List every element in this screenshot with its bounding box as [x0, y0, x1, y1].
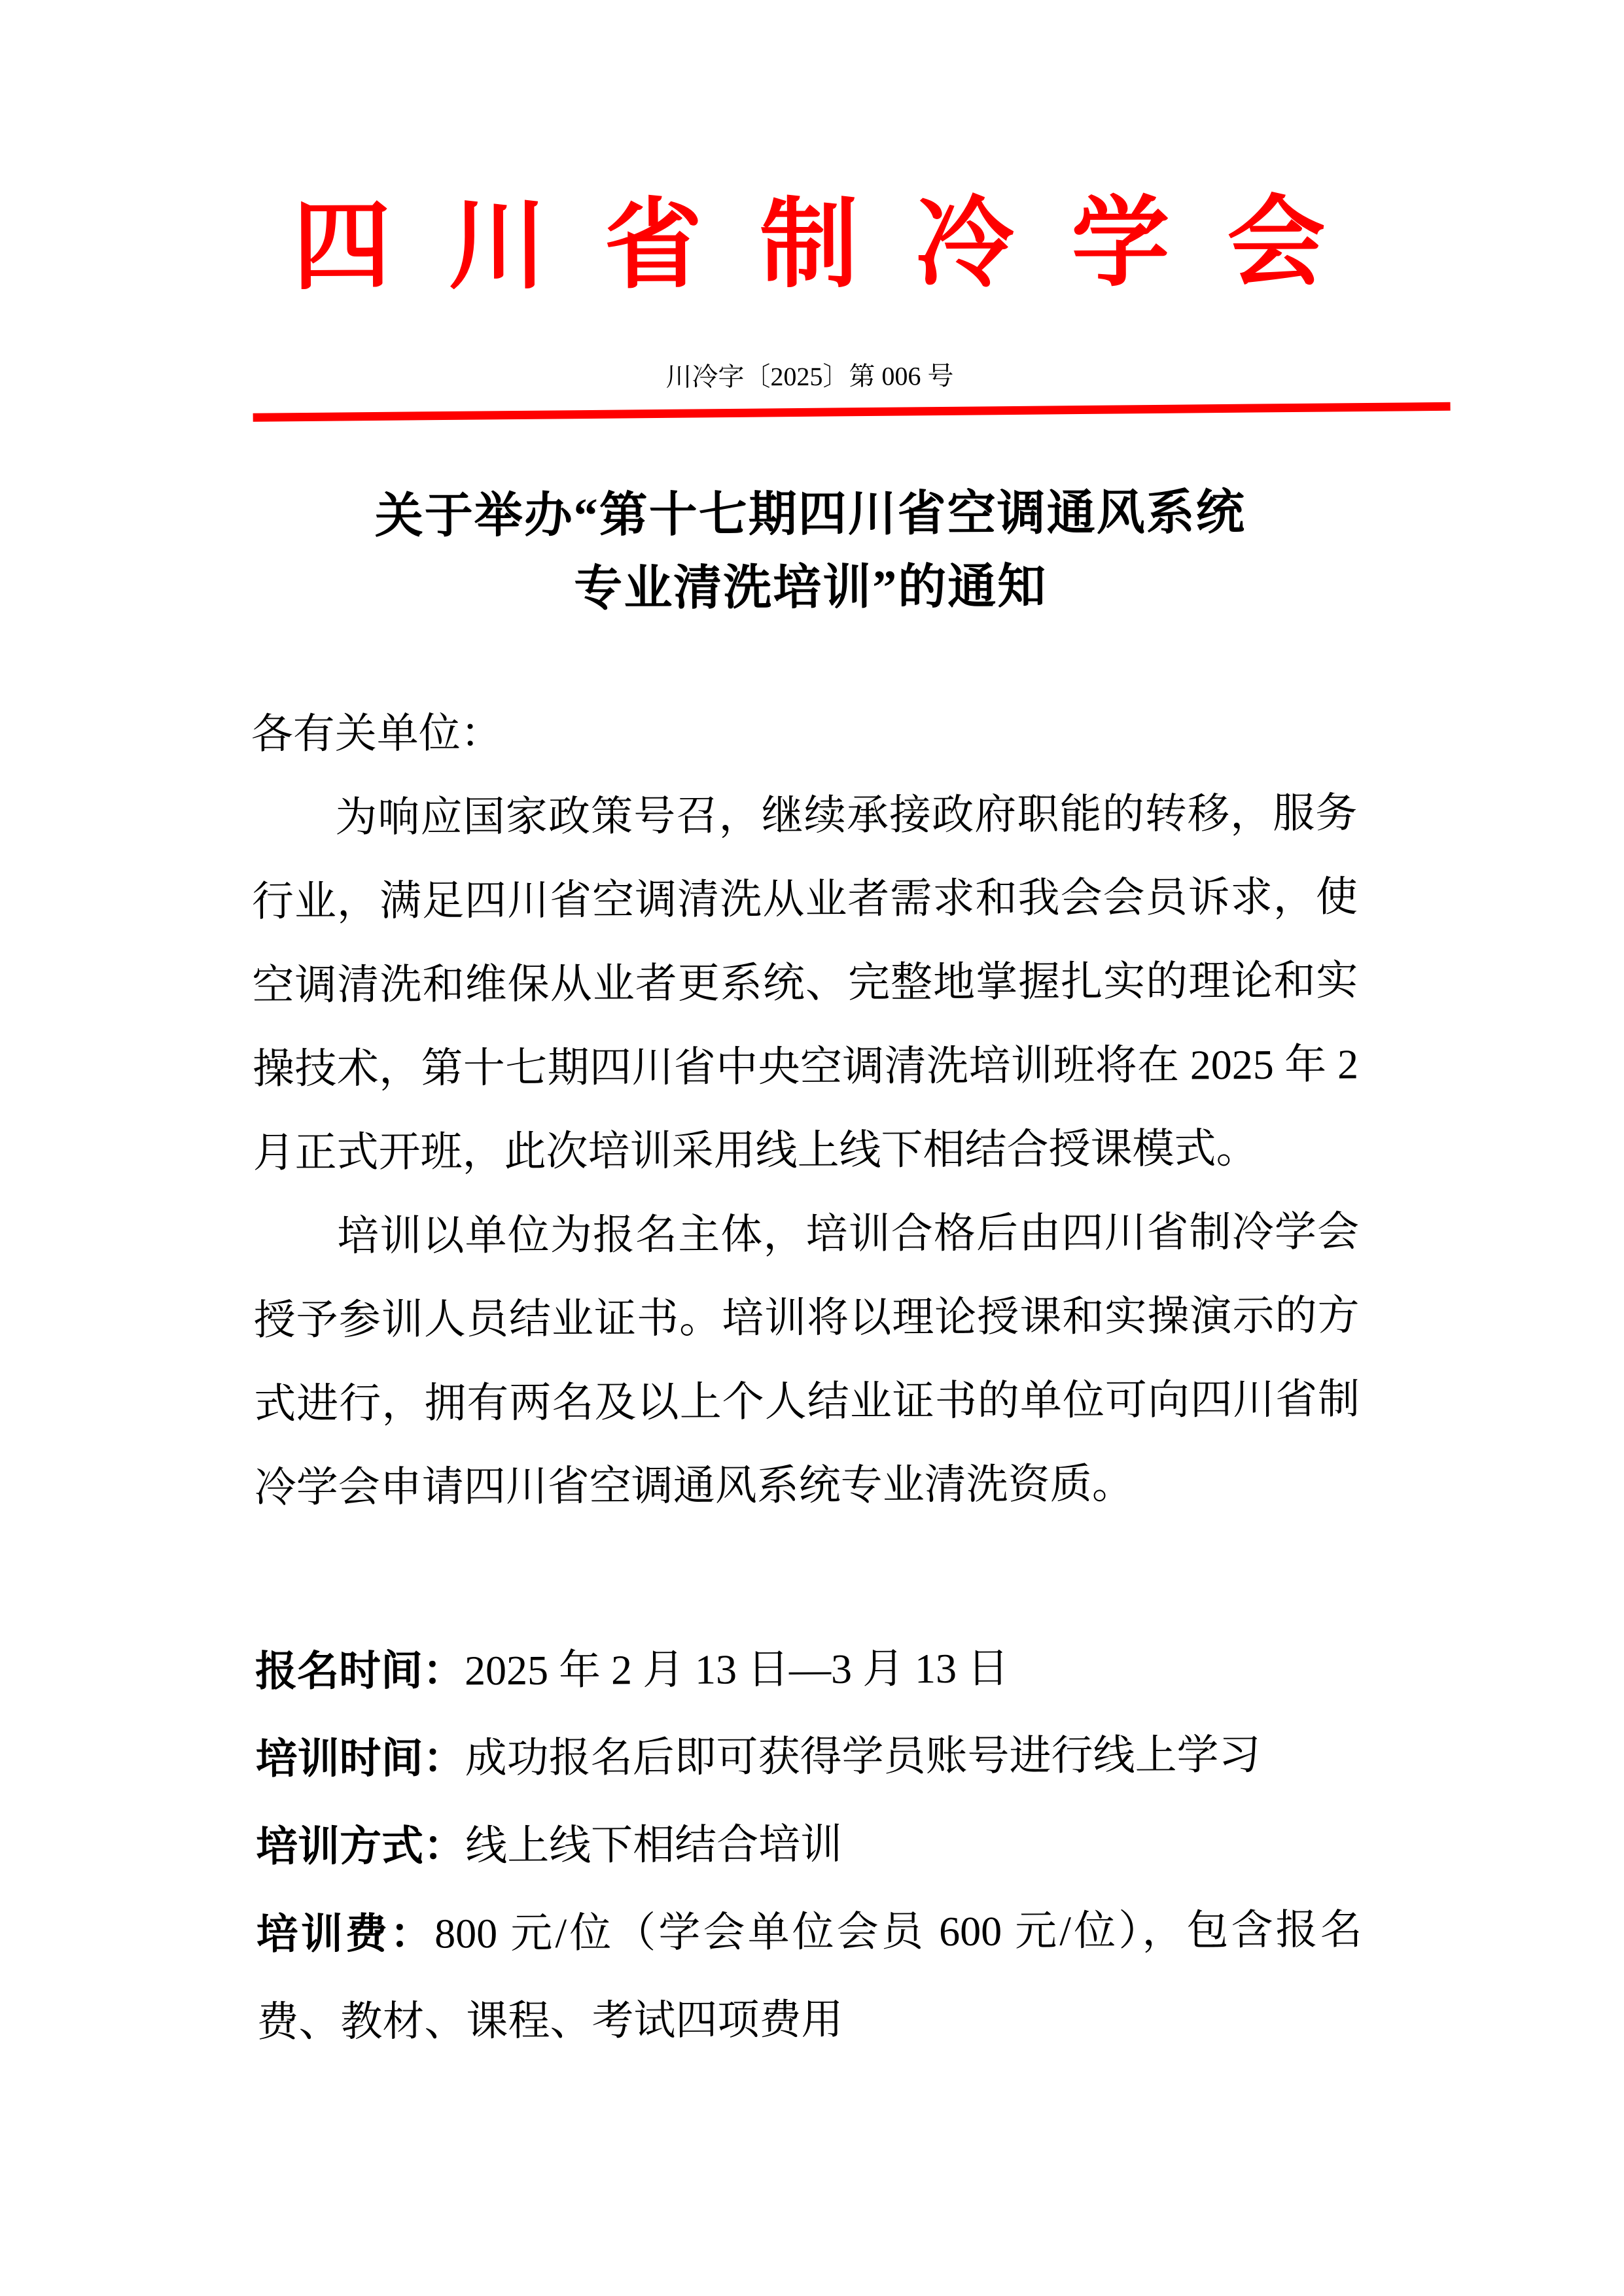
body-paragraph-2: 培训以单位为报名主体，培训合格后由四川省制冷学会授予参训人员结业证书。培训将以理论授课和实操演示的方式进行，拥有两名及以上个人结业证书的单位可向四川省制冷学会申请四川省空调通风系统专业清洗资质。: [253, 1208, 1360, 1511]
info-item-training-time: [255, 1711, 1362, 1803]
info-items: [255, 1623, 1363, 2066]
info-item-signup-time-label: 报名时间：: [255, 1647, 465, 1695]
info-item-training-time-value: 成功报名后即可获得学员账号进行线上学习: [465, 1731, 1261, 1782]
info-item-training-fee-value: 800 元/位（学会单位会员 600 元/位），包含报名费、教材、课程、考试四项费用: [256, 1906, 1362, 2045]
letterhead-divider-line: [253, 402, 1451, 422]
info-item-training-mode-value: 线上线下相结合培训: [465, 1820, 843, 1870]
body-paragraph-1: 为响应国家政策号召，继续承接政府职能的转移，服务行业，满足四川省空调清洗从业者需求和我会会员诉求，使空调清洗和维保从业者更系统、完整地掌握扎实的理论和实操技术，第十七期四川省中央空调清洗培训班将在 2025 年 2 月正式开班，此次培训采用线上线下相结合授课模式。: [251, 790, 1359, 1176]
info-item-signup-time: [255, 1623, 1362, 1715]
salutation: 各有关单位：: [251, 710, 503, 757]
doc-title-line-2: 专业清洗培训”的通知: [574, 560, 1048, 616]
doc-title-line-1: 关于举办“第十七期四川省空调通风系统: [374, 486, 1246, 544]
info-item-training-time-label: 培训时间：: [255, 1735, 465, 1783]
info-item-training-mode: [256, 1798, 1362, 1890]
doc-reference-number: 川冷字〔2025〕第 006 号: [665, 361, 954, 392]
info-item-signup-time-value: 2025 年 2 月 13 日—3 月 13 日: [464, 1644, 1010, 1694]
info-item-training-fee: [256, 1886, 1362, 2066]
info-item-training-fee-label: 培训费：: [256, 1910, 435, 1958]
body-text: [251, 687, 1360, 1529]
info-item-training-mode-label: 培训方式：: [256, 1822, 466, 1870]
doc-title: [0, 475, 1623, 629]
letterhead-org-title: 四川省制冷学会: [292, 188, 1383, 302]
